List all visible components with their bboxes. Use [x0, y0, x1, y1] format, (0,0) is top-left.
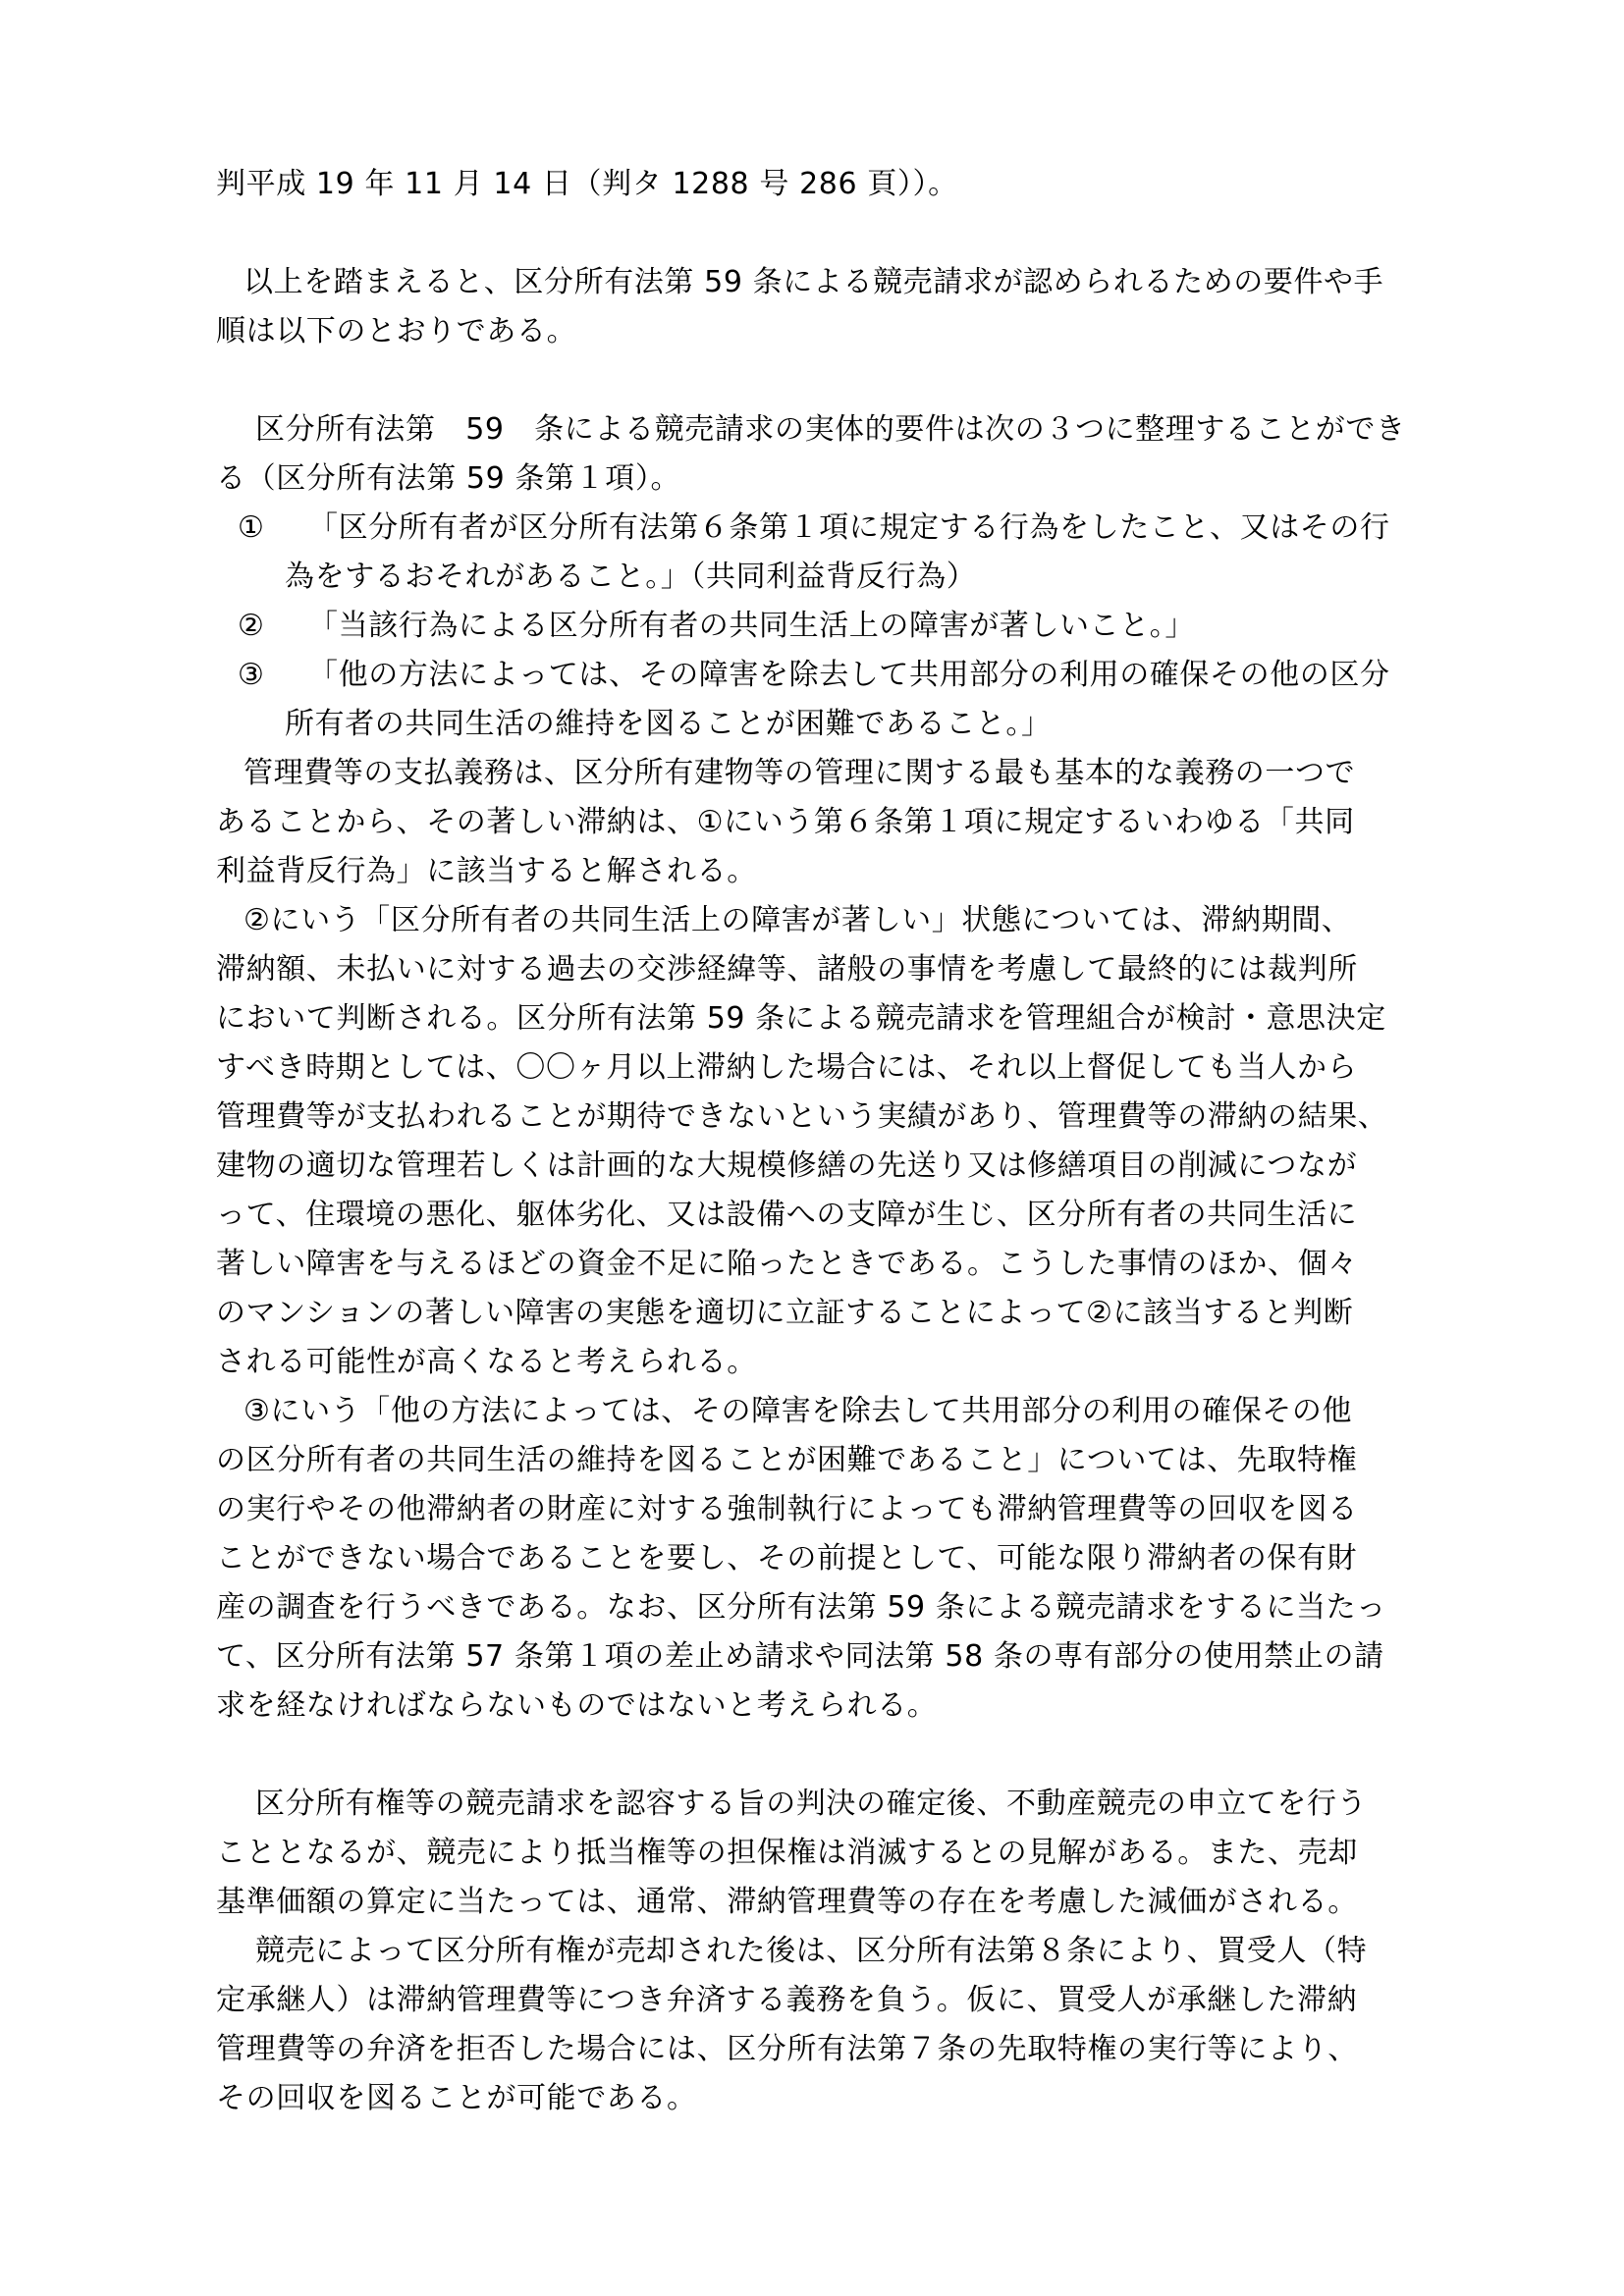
text-line: 所有者の共同生活の維持を図ることが困難であること。」 — [285, 707, 1052, 741]
text-line: る（区分所有法第 59 条第１項）。 — [216, 461, 681, 496]
list-item-3 — [216, 651, 1457, 749]
text-line: のマンションの著しい障害の実態を適切に立証することによって②に該当すると判断 — [216, 1296, 1354, 1330]
text-line: 為をするおそれがあること。」（共同利益背反行為） — [285, 560, 977, 594]
paragraph-management-fee — [216, 749, 1457, 896]
text-line: 区分所有法第 59 条による競売請求の実体的要件は次の３つに整理することができ — [255, 412, 1406, 447]
text-line: て、区分所有法第 57 条第１項の差止め請求や同法第 58 条の専有部分の使用禁止の請 — [216, 1639, 1384, 1674]
text-line: において判断される。区分所有法第 59 条による競売請求を管理組合が検討・意思決定 — [216, 1001, 1386, 1036]
text-line: 以上を踏まえると、区分所有法第 59 条による競売請求が認められるための要件や手 — [244, 265, 1384, 299]
item-number: ① — [238, 510, 265, 545]
text-line: の区分所有者の共同生活の維持を図ることが困難であること」については、先取特権 — [216, 1443, 1358, 1477]
intro-line: 判平成 19 年 11 月 14 日（判タ 1288 号 286 頁））。 — [216, 167, 958, 201]
paragraph-item-2 — [216, 896, 1457, 1387]
text-line: 区分所有権等の競売請求を認容する旨の判決の確定後、不動産競売の申立てを行う — [255, 1787, 1368, 1821]
paragraph-summary — [216, 258, 1457, 356]
text-line: 管理費等が支払われることが期待できないという実績があり、管理費等の滞納の結果、 — [216, 1099, 1388, 1134]
text-line: 利益背反行為」に該当すると解される。 — [216, 854, 757, 888]
paragraph-auction — [216, 1780, 1457, 1927]
item-number: ③ — [238, 658, 265, 692]
spacer — [216, 209, 1457, 258]
text-line: 「当該行為による区分所有者の共同生活上の障害が著しいこと。」 — [308, 609, 1195, 643]
text-line: こととなるが、競売により抵当権等の担保権は消滅するとの見解がある。また、売却 — [216, 1836, 1358, 1870]
spacer — [216, 1731, 1457, 1780]
text-line: ことができない場合であることを要し、その前提として、可能な限り滞納者の保有財 — [216, 1541, 1358, 1575]
list-item-1 — [216, 504, 1457, 602]
text-line: 基準価額の算定に当たっては、通常、滞納管理費等の存在を考慮した減価がされる。 — [216, 1885, 1358, 1919]
text-line: ③にいう「他の方法によっては、その障害を除去して共用部分の利用の確保その他 — [244, 1394, 1353, 1428]
text-line: 建物の適切な管理若しくは計画的な大規模修繕の先送り又は修繕項目の削減につなが — [216, 1148, 1358, 1183]
text-line: 「他の方法によっては、その障害を除去して共用部分の利用の確保その他の区分 — [308, 658, 1390, 692]
text-line: すべき時期としては、〇〇ヶ月以上滞納した場合には、それ以上督促しても当人から — [216, 1050, 1358, 1085]
list-item-2 — [216, 602, 1457, 651]
text-line: 競売によって区分所有権が売却された後は、区分所有法第８条により、買受人（特 — [255, 1934, 1368, 1968]
text-line: 管理費等の支払義務は、区分所有建物等の管理に関する最も基本的な義務の一つで — [244, 756, 1356, 790]
text-line: 順は以下のとおりである。 — [216, 314, 577, 348]
text-line: 求を経なければならないものではないと考えられる。 — [216, 1688, 938, 1723]
text-line: 管理費等の弁済を拒否した場合には、区分所有法第７条の先取特権の実行等により、 — [216, 2032, 1358, 2066]
paragraph-requirements — [216, 405, 1457, 504]
requirements-list — [216, 504, 1457, 749]
paragraph-item-3 — [216, 1387, 1457, 1731]
text-line: の実行やその他滞納者の財産に対する強制執行によっても滞納管理費等の回収を図る — [216, 1492, 1358, 1526]
text-line: って、住環境の悪化、躯体劣化、又は設備への支障が生じ、区分所有者の共同生活に — [216, 1198, 1358, 1232]
document-page — [216, 160, 1457, 2123]
text-line: 滞納額、未払いに対する過去の交渉経緯等、諸般の事情を考慮して最終的には裁判所 — [216, 952, 1358, 987]
paragraph-buyer — [216, 1927, 1457, 2123]
text-line: あることから、その著しい滞納は、①にいう第６条第１項に規定するいわゆる「共同 — [216, 805, 1355, 839]
text-line: される可能性が高くなると考えられる。 — [216, 1345, 757, 1379]
text-line: 「区分所有者が区分所有法第６条第１項に規定する行為をしたこと、又はその行 — [308, 510, 1390, 545]
spacer — [216, 356, 1457, 405]
text-line: 著しい障害を与えるほどの資金不足に陥ったときである。こうした事情のほか、個々 — [216, 1247, 1358, 1281]
item-number: ② — [238, 609, 265, 643]
text-line: 定承継人）は滞納管理費等につき弁済する義務を負う。仮に、買受人が承継した滞納 — [216, 1983, 1358, 2017]
text-line: ②にいう「区分所有者の共同生活上の障害が著しい」状態については、滞納期間、 — [244, 903, 1352, 937]
text-line: 産の調査を行うべきである。なお、区分所有法第 59 条による競売請求をするに当たっ — [216, 1590, 1386, 1625]
text-line: その回収を図ることが可能である。 — [216, 2081, 697, 2115]
